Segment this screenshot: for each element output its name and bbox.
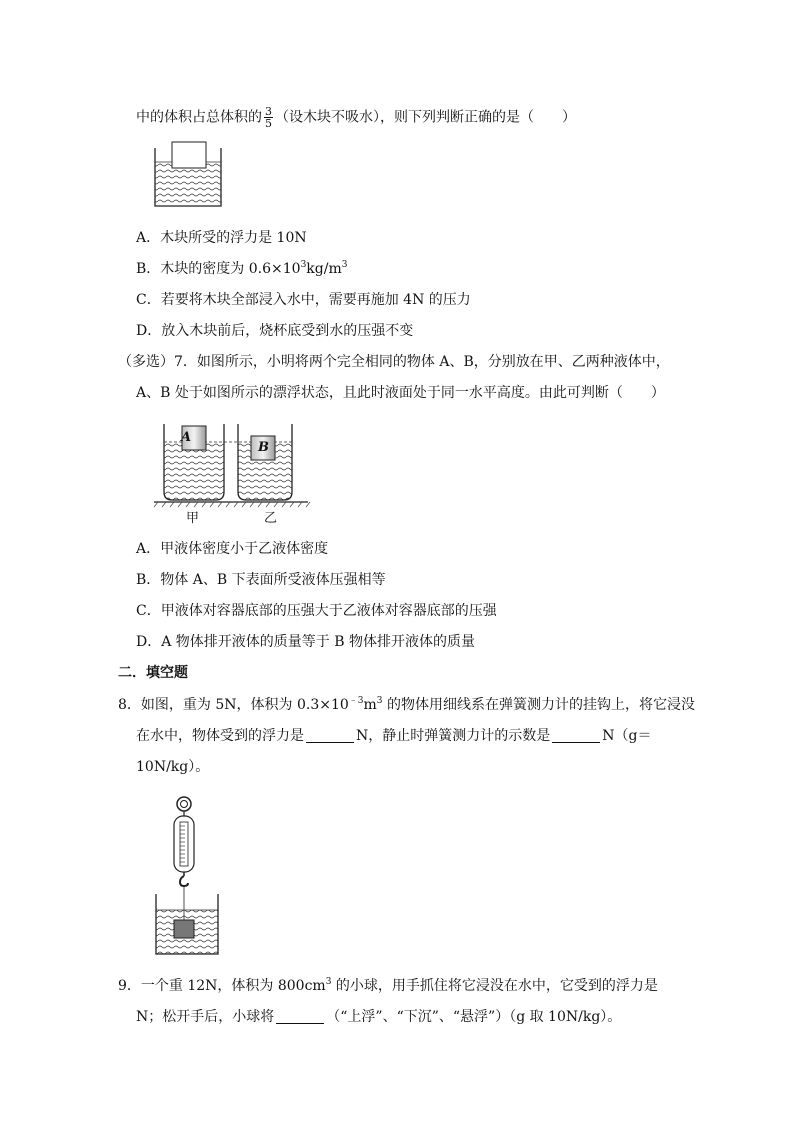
q6-fraction xyxy=(264,106,273,129)
fraction-numerator: 3 xyxy=(265,105,272,118)
superscript: 3 xyxy=(376,696,383,706)
q9-line2 xyxy=(136,1007,621,1027)
superscript: ﹣3 xyxy=(348,696,364,706)
q7-option-a: A．甲液体密度小于乙液体密度 xyxy=(136,541,329,557)
q6-option-b-unit: kg/m xyxy=(306,261,342,277)
q8-line3: 10N/kg）。 xyxy=(136,759,210,775)
q7-line1: （多选）7．如图所示，小明将两个完全相同的物体 A、B，分别放在甲、乙两种液体中， xyxy=(118,354,670,370)
q7-option-d: D．A 物体排开液体的质量等于 B 物体排开液体的质量 xyxy=(136,634,475,650)
q7-figure-two-containers xyxy=(150,418,312,530)
q6-stem-post: （设木块不吸水），则下列判断正确的是（ ） xyxy=(275,109,576,126)
q6-option-b xyxy=(136,259,347,279)
fraction-denominator: 5 xyxy=(265,117,272,130)
q9-text: （“上浮”、“下沉”、“悬浮”）（g 取 10N/kg）。 xyxy=(326,1009,622,1025)
q8-line1 xyxy=(118,695,695,715)
q7-block-a-label: A xyxy=(181,430,192,445)
answer-blank[interactable] xyxy=(552,728,600,743)
superscript: 3 xyxy=(300,260,307,270)
q9-text: 9．一个重 12N，体积为 800cm xyxy=(118,978,326,994)
q6-option-a: A．木块所受的浮力是 10N xyxy=(136,230,307,246)
q8-line2 xyxy=(136,726,651,746)
answer-blank[interactable] xyxy=(306,728,354,743)
q8-figure-spring-scale xyxy=(150,794,226,958)
q7-caption-left: 甲 xyxy=(186,511,200,526)
q9-text-post: 的小球，用手抓住将它浸没在水中，它受到的浮力是 xyxy=(331,978,658,994)
q6-option-b-text: B．木块的密度为 0.6×10 xyxy=(136,261,301,277)
q7-option-c: C．甲液体对容器底部的压强大于乙液体对容器底部的压强 xyxy=(136,603,497,619)
superscript: 3 xyxy=(325,977,332,987)
q6-option-c: C．若要将木块全部浸入水中，需要再施加 4N 的压力 xyxy=(136,292,471,308)
q8-text: N（g＝ xyxy=(602,728,652,744)
q6-figure-beaker xyxy=(150,138,226,210)
q6-stem-pre: 中的体积占总体积的 xyxy=(136,109,262,126)
q8-text: 在水中，物体受到的浮力是 xyxy=(136,728,304,744)
superscript: 3 xyxy=(341,260,348,270)
answer-blank[interactable] xyxy=(276,1009,324,1024)
section-title: 二．填空题 xyxy=(118,665,188,681)
q8-text-post: 的物体用细线系在弹簧测力计的挂钩上，将它浸没 xyxy=(382,697,695,713)
q7-block-b-label: B xyxy=(258,440,269,455)
q8-text: N，静止时弹簧测力计的示数是 xyxy=(356,728,551,744)
q7-option-b: B．物体 A、B 下表面所受液体压强相等 xyxy=(136,572,386,588)
q8-unit: m xyxy=(363,697,377,713)
q7-caption-right: 乙 xyxy=(264,511,278,526)
q6-stem xyxy=(136,106,576,129)
q8-text: 8．如图，重为 5N，体积为 0.3×10 xyxy=(118,697,349,713)
q9-line1 xyxy=(118,976,658,996)
q6-option-d: D．放入木块前后，烧杯底受到水的压强不变 xyxy=(136,323,414,339)
q9-text: N；松开手后，小球将 xyxy=(136,1009,275,1025)
q7-line2: A、B 处于如图所示的漂浮状态，且此时液面处于同一水平高度。由此可判断（ ） xyxy=(136,385,665,401)
